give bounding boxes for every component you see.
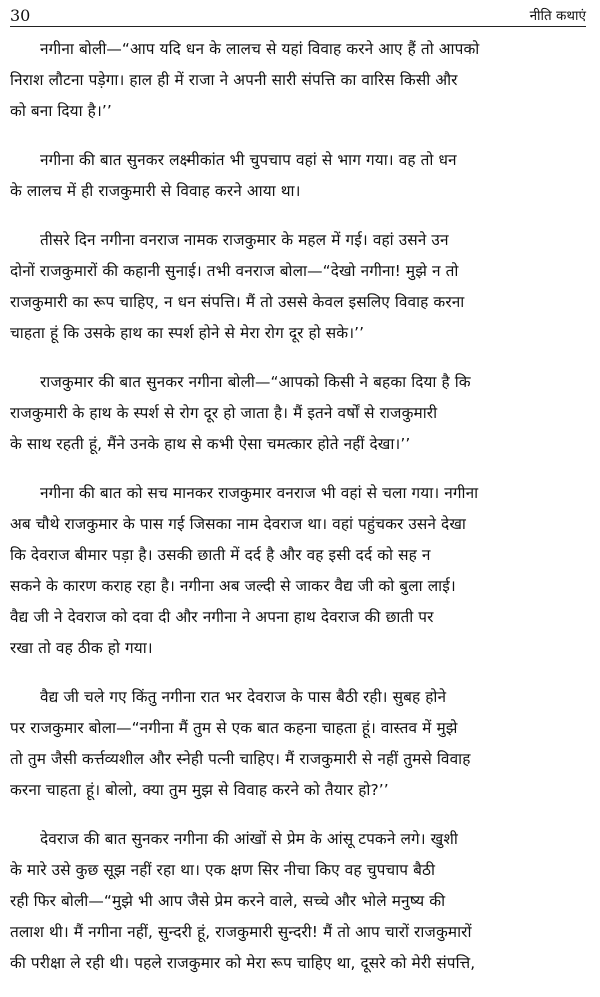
text-line: दोनों राजकुमारों की कहानी सुनाई। तभी वनराज बोला—“देखो नगीना! मुझे न तो: [10, 262, 459, 280]
running-title: नीति कथाएं: [529, 8, 586, 24]
text-line: करना चाहता हूं। बोलो, क्या तुम मुझ से विवाह करने को तैयार हो?’’: [10, 781, 389, 799]
page-header: [10, 4, 586, 27]
text-line: कि देवराज बीमार पड़ा है। उसकी छाती में दर्द है और वह इसी दर्द को सह न: [10, 546, 431, 564]
paragraph: [10, 478, 590, 664]
text-line: चाहता हूं कि उसके हाथ का स्पर्श होने से मेरा रोग दूर हो सके।’’: [10, 324, 365, 342]
text-line: रही फिर बोली—“मुझे भी आप जैसे प्रेम करने वाले, सच्चे और भोले मनुष्य की: [10, 892, 446, 910]
text-line: के मारे उसे कुछ सूझ नहीं रहा था। एक क्षण सिर नीचा किए वह चुपचाप बैठी: [10, 861, 436, 879]
text-line: को बना दिया है।’’: [10, 102, 112, 120]
text-line: नगीना बोली—“आप यदि धन के लालच से यहां विवाह करने आए हैं तो आपको: [40, 40, 480, 58]
paragraph: [10, 682, 590, 806]
text-line: राजकुमारी के हाथ के स्पर्श से रोग दूर हो जाता है। मैं इतने वर्षों से राजकुमारी: [10, 404, 438, 422]
text-line: राजकुमारी का रूप चाहिए, न धन संपत्ति। मैं तो उससे केवल इसलिए विवाह करना: [10, 293, 465, 311]
paragraph: [10, 225, 590, 349]
text-line: राजकुमार की बात सुनकर नगीना बोली—“आपको किसी ने बहका दिया है कि: [40, 373, 471, 391]
paragraph: [10, 824, 590, 979]
text-line: अब चौथे राजकुमार के पास गई जिसका नाम देवराज था। वहां पहुंचकर उसने देखा: [10, 515, 466, 533]
text-line: निराश लौटना पड़ेगा। हाल ही में राजा ने अपनी सारी संपत्ति का वारिस किसी और: [10, 71, 458, 89]
page-number: 30: [10, 5, 31, 25]
text-line: तो तुम जैसी कर्त्तव्यशील और स्नेही पत्नी चाहिए। मैं राजकुमारी से नहीं तुमसे विवाह: [10, 750, 471, 768]
text-line: रखा तो वह ठीक हो गया।: [10, 639, 153, 657]
page-body: [10, 34, 590, 997]
paragraph: [10, 145, 590, 207]
text-line: की परीक्षा ले रही थी। पहले राजकुमार को मेरा रूप चाहिए था, दूसरे को मेरी संपत्ति,: [10, 954, 476, 972]
text-line: नगीना की बात को सच मानकर राजकुमार वनराज भी वहां से चला गया। नगीना: [40, 484, 479, 502]
paragraph: [10, 367, 590, 460]
text-line: तलाश थी। मैं नगीना नहीं, सुन्दरी हूं, राजकुमारी सुन्दरी! मैं तो आप चारों राजकुमारों: [10, 923, 472, 941]
text-line: देवराज की बात सुनकर नगीना की आंखों से प्रेम के आंसू टपकने लगे। खुशी: [40, 830, 458, 848]
paragraph: [10, 34, 590, 127]
text-line: वैद्य जी ने देवराज को दवा दी और नगीना ने अपना हाथ देवराज की छाती पर: [10, 608, 434, 626]
text-line: नगीना की बात सुनकर लक्ष्मीकांत भी चुपचाप वहां से भाग गया। वह तो धन: [40, 151, 457, 169]
text-line: वैद्य जी चले गए किंतु नगीना रात भर देवराज के पास बैठी रही। सुबह होने: [40, 688, 447, 706]
text-line: पर राजकुमार बोला—“नगीना मैं तुम से एक बात कहना चाहता हूं। वास्तव में मुझे: [10, 719, 458, 737]
text-line: सकने के कारण कराह रहा है। नगीना अब जल्दी से जाकर वैद्य जी को बुला लाई।: [10, 577, 456, 595]
text-line: तीसरे दिन नगीना वनराज नामक राजकुमार के महल में गई। वहां उसने उन: [40, 231, 449, 249]
text-line: के साथ रहती हूं, मैंने उनके हाथ से कभी ऐसा चमत्कार होते नहीं देखा।’’: [10, 435, 411, 453]
text-line: के लालच में ही राजकुमारी से विवाह करने आया था।: [10, 182, 301, 200]
